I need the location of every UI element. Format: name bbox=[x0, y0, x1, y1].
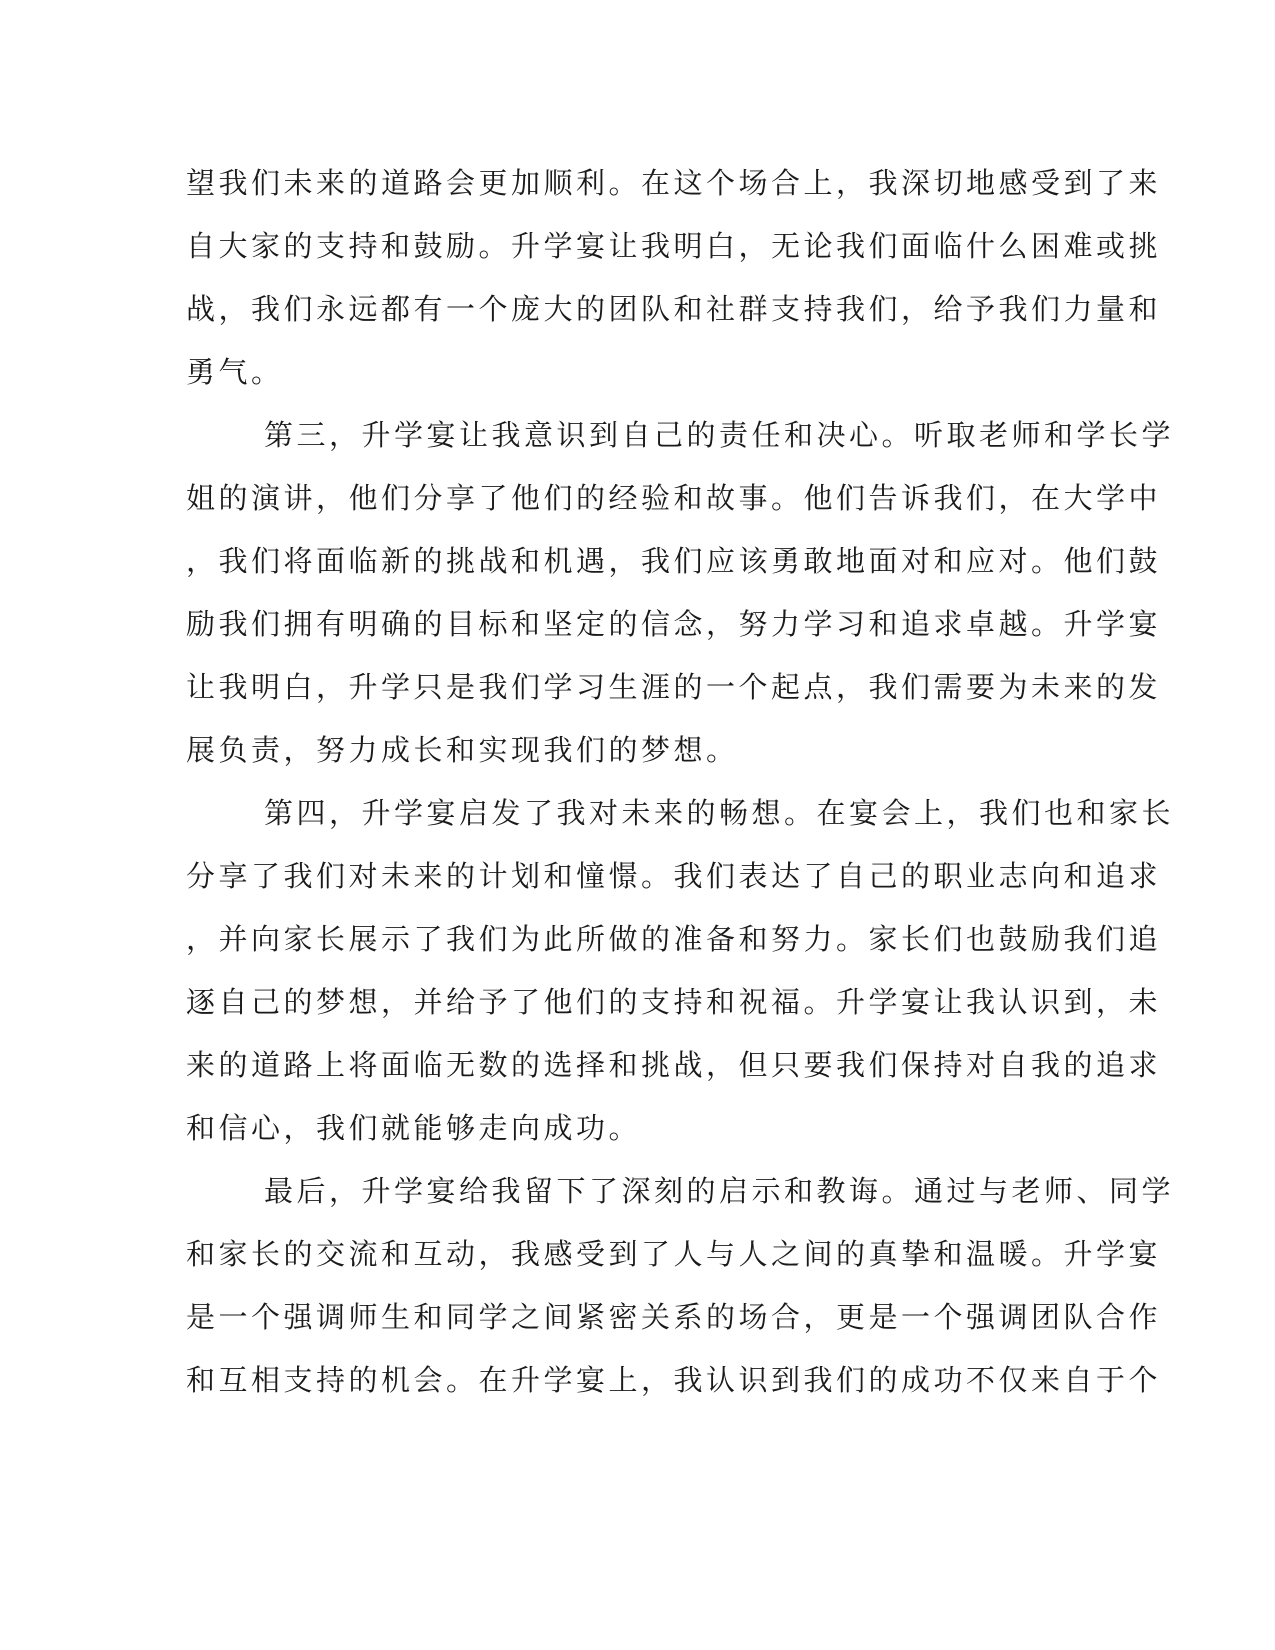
text-line: 展负责，努力成长和实现我们的梦想。 bbox=[186, 733, 739, 767]
text-line: 分享了我们对未来的计划和憧憬。我们表达了自己的职业志向和追求 bbox=[186, 859, 1162, 893]
text-line: 和信心，我们就能够走向成功。 bbox=[186, 1111, 642, 1145]
text-line: 勇气。 bbox=[186, 355, 284, 389]
text-line: ，我们将面临新的挑战和机遇，我们应该勇敢地面对和应对。他们鼓 bbox=[186, 544, 1162, 578]
paragraph-start-line: 第四，升学宴启发了我对未来的畅想。在宴会上，我们也和家长 bbox=[264, 796, 1175, 830]
text-line: 来的道路上将面临无数的选择和挑战，但只要我们保持对自我的追求 bbox=[186, 1048, 1162, 1082]
text-line: 姐的演讲，他们分享了他们的经验和故事。他们告诉我们，在大学中 bbox=[186, 481, 1162, 515]
text-line: 和家长的交流和互动，我感受到了人与人之间的真挚和温暖。升学宴 bbox=[186, 1237, 1162, 1271]
text-line: 和互相支持的机会。在升学宴上，我认识到我们的成功不仅来自于个 bbox=[186, 1363, 1162, 1397]
paragraph-start-line: 第三，升学宴让我意识到自己的责任和决心。听取老师和学长学 bbox=[264, 418, 1175, 452]
text-line: 励我们拥有明确的目标和坚定的信念，努力学习和追求卓越。升学宴 bbox=[186, 607, 1162, 641]
text-line: ，并向家长展示了我们为此所做的准备和努力。家长们也鼓励我们追 bbox=[186, 922, 1162, 956]
text-line: 战，我们永远都有一个庞大的团队和社群支持我们，给予我们力量和 bbox=[186, 292, 1162, 326]
text-line: 望我们未来的道路会更加顺利。在这个场合上，我深切地感受到了来 bbox=[186, 166, 1162, 200]
paragraph-start-line: 最后，升学宴给我留下了深刻的启示和教诲。通过与老师、同学 bbox=[264, 1174, 1175, 1208]
text-line: 是一个强调师生和同学之间紧密关系的场合，更是一个强调团队合作 bbox=[186, 1300, 1162, 1334]
document-body bbox=[186, 152, 1175, 1412]
text-line: 逐自己的梦想，并给予了他们的支持和祝福。升学宴让我认识到，未 bbox=[186, 985, 1162, 1019]
text-line: 让我明白，升学只是我们学习生涯的一个起点，我们需要为未来的发 bbox=[186, 670, 1162, 704]
text-line: 自大家的支持和鼓励。升学宴让我明白，无论我们面临什么困难或挑 bbox=[186, 229, 1162, 263]
